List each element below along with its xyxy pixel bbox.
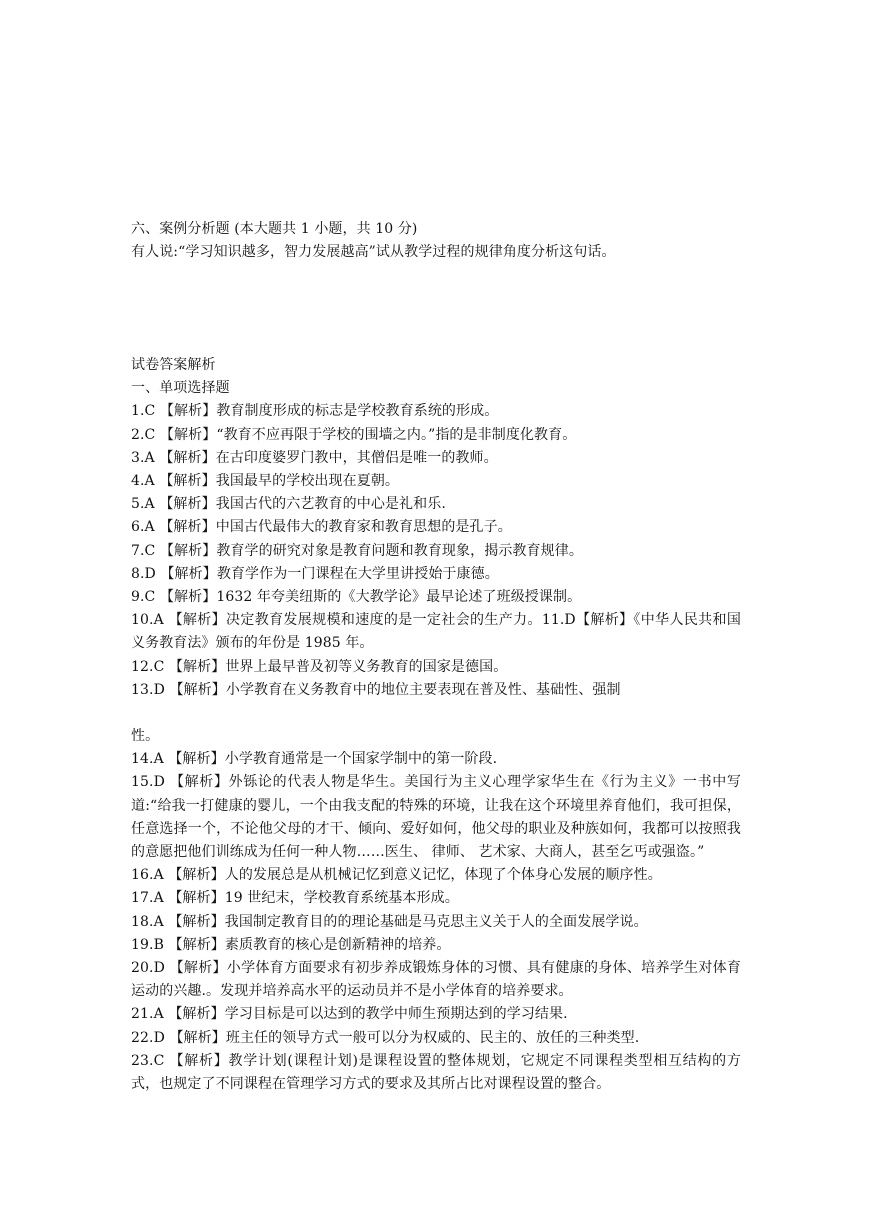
answer-item-continuation: 性。 (131, 728, 160, 745)
answer-item: 14.A 【解析】小学教育通常是一个国家学制中的第一阶段. (131, 751, 498, 768)
answer-item: 10.A 【解析】决定教育发展规模和速度的是一定社会的生产力。11.D【解析】《中华人民共和国义务教育法》颁布的年份是 1985 年。 (131, 612, 741, 652)
answer-item: 13.D 【解析】小学教育在义务教育中的地位主要表现在普及性、基础性、强制 (131, 681, 621, 698)
blank-line (131, 702, 741, 725)
answer-item: 8.D 【解析】教育学作为一门课程在大学里讲授始于康德。 (131, 565, 499, 582)
answers-title: 试卷答案解析 (131, 357, 216, 373)
answer-item: 9.C 【解析】1632 年夸美纽斯的《大教学论》最早论述了班级授课制。 (131, 589, 582, 606)
answer-item: 18.A 【解析】我国制定教育目的的理论基础是马克思主义关于人的全面发展学说。 (131, 913, 648, 930)
part-heading: 一、单项选择题 (131, 380, 230, 397)
answer-item: 21.A 【解析】学习目标是可以达到的教学中师生预期达到的学习结果. (131, 1006, 568, 1023)
answer-item: 22.D 【解析】班主任的领导方式一般可以分为权威的、民主的、放任的三种类型. (131, 1029, 640, 1046)
answer-item: 6.A 【解析】中国古代最伟大的教育家和教育思想的是孔子。 (131, 519, 512, 536)
answer-item: 20.D 【解析】小学体育方面要求有初步养成锻炼身体的习惯、具有健康的身体、培养学生对体育运动的兴趣.。发现并培养高水平的运动员并不是小学体育的培养要求。 (131, 960, 741, 1000)
answers-section (131, 354, 741, 1096)
case-question-text: 有人说:“学习知识越多，智力发展越高”试从教学过程的规律角度分析这句话。 (131, 244, 616, 261)
case-analysis-section (131, 218, 741, 264)
answer-item: 1.C 【解析】教育制度形成的标志是学校教育系统的形成。 (131, 403, 499, 420)
answer-item: 23.C 【解析】教学计划(课程计划)是课程设置的整体规划，它规定不同课程类型相互结构的方式，也规定了不同课程在管理学习方式的要求及其所占比对课程设置的整合。 (131, 1052, 741, 1093)
answer-item: 3.A 【解析】在古印度婆罗门教中，其僧侣是唯一的教师。 (131, 449, 498, 466)
answer-item: 7.C 【解析】教育学的研究对象是教育问题和教育现象，揭示教育规律。 (131, 542, 583, 559)
case-section-heading: 六、案例分析题 (本大题共 1 小题，共 10 分) (131, 221, 418, 237)
answer-item: 16.A 【解析】人的发展总是从机械记忆到意义记忆，体现了个体身心发展的顺序性。 (131, 867, 662, 884)
answer-item: 2.C 【解析】“教育不应再限于学校的围墙之内。”指的是非制度化教育。 (131, 426, 577, 443)
answer-item: 12.C 【解析】世界上最早普及初等义务教育的国家是德国。 (131, 658, 508, 675)
answer-item: 19.B 【解析】素质教育的核心是创新精神的培养。 (131, 936, 451, 953)
answer-item: 4.A 【解析】我国最早的学校出现在夏朝。 (131, 473, 400, 490)
answer-item: 5.A 【解析】我国古代的六艺教育的中心是礼和乐. (131, 496, 446, 513)
answer-item: 17.A 【解析】19 世纪末，学校教育系统基本形成。 (131, 890, 459, 907)
answer-item: 15.D 【解析】外铄论的代表人物是华生。美国行为主义心理学家华生在《行为主义》一书中写道:“给我一打健康的婴儿，一个由我支配的特殊的环境，让我在这个环境里养育他们，我可担保，任意选择一个，不论他父母的才干、倾向、爱好如何，他父母的职业及种族如何，我都可以按照我的意愿把他们训练成为任何一种人物……医生、 律师、 艺术家、大商人，甚至乞丐或强盗。” (131, 774, 741, 861)
